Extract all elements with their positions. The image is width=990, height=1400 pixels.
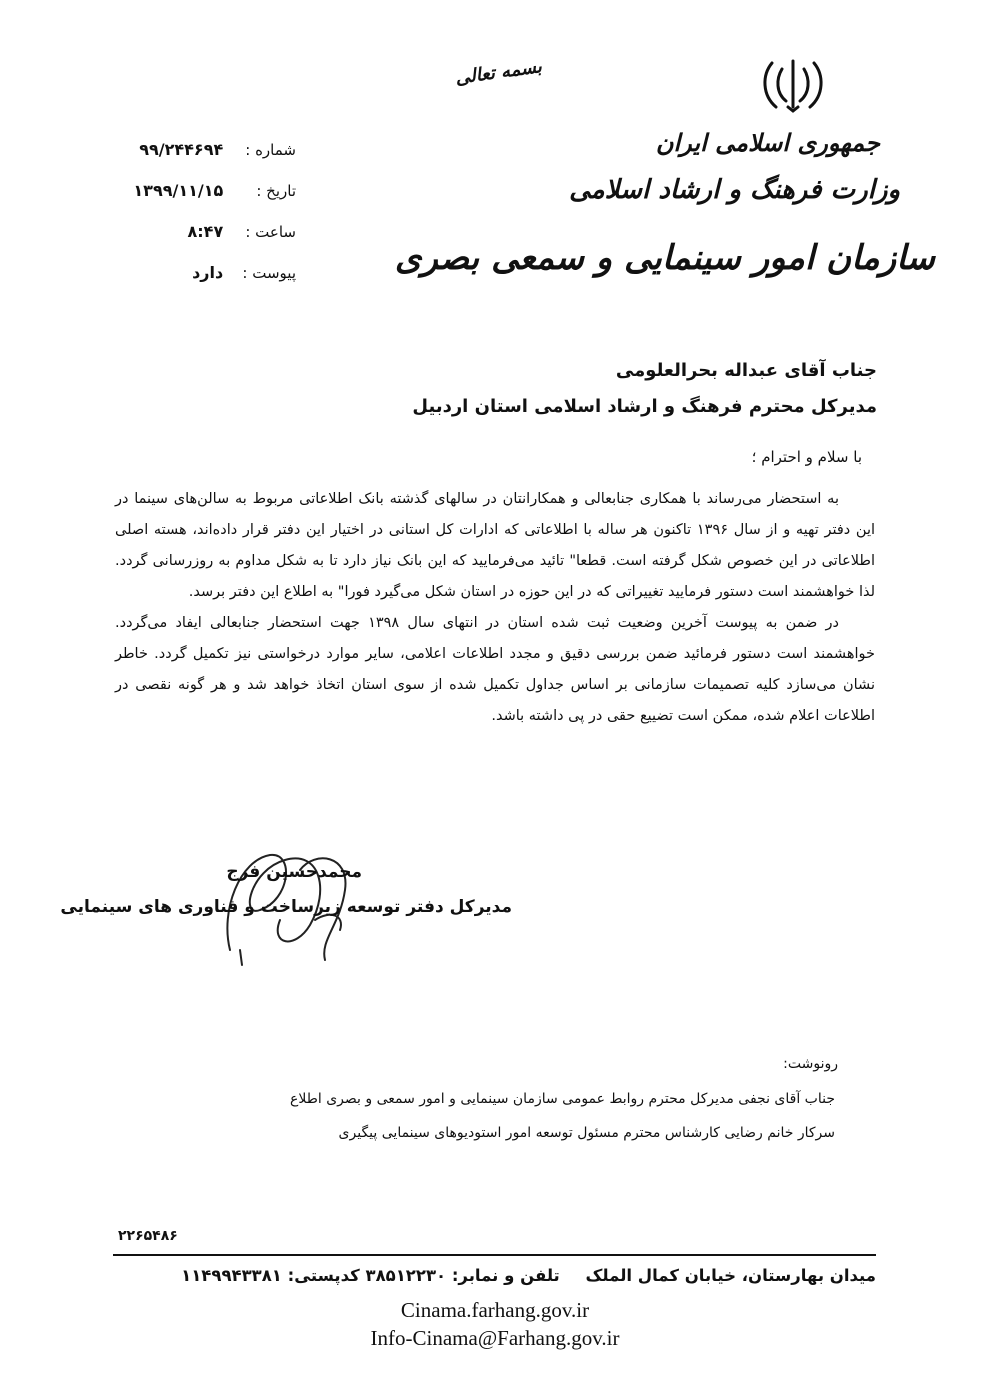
reference-number: ۲۲۶۵۴۸۶: [118, 1228, 178, 1244]
meta-date: [96, 181, 296, 200]
meta-date-value: ۱۳۹۹/۱۱/۱۵: [133, 181, 224, 200]
footer-email: Info-Cinama@Farhang.gov.ir: [370, 1326, 620, 1350]
cc-label: رونوشت:: [783, 1056, 838, 1072]
body-paragraph-1: به استحضار می‌رساند با همکاری جنابعالی و همکارانتان در سالهای گذشته بانک اطلاعاتی مربوط به سالن‌های سینما در این دفتر تهیه و از سال ۱۳۹۶ تاکنون هر ساله با اطلاعاتی که ادارات کل استانی در اختیار این دفتر قرار داده‌اند، هسته اصلی اطلاعاتی در این خصوص شکل گرفته است. قطعا" تائید می‌فرمایید که این بانک نیاز دارد تا به شکل مداوم به روزرسانی گردد. لذا خواهشمند است دستور فرمایید تغییراتی که در این حوزه در استان شکل می‌گیرد فورا" به اطلاع این دفتر برسد.: [115, 491, 876, 600]
iran-emblem-icon: [758, 55, 828, 115]
body-paragraph-2: در ضمن به پیوست آخرین وضعیت ثبت شده استان در انتهای سال ۱۳۹۸ جهت استحضار جنابعالی ایفاد می‌گردد. خواهشمند است دستور فرمائید ضمن بررسی دقیق و مجدد اطلاعات اعلامی، سایر موارد درخواستی نیز تکمیل گردد. خاطر نشان می‌سازد کلیه تصمیمات سازمانی بر اساس جداول تکمیل شده از سوی استان اتخاذ خواهد شد و هر گونه نقصی در اطلاعات اعلام شده، ممکن است تضییع حقی در پی داشته باشد.: [115, 615, 875, 724]
meta-time-label: ساعت :: [245, 223, 296, 241]
signatory-title: مدیرکل دفتر توسعه زیرساخت و فناوری های سینمایی: [60, 897, 512, 917]
meta-number-value: ۹۹/۲۴۴۶۹۴: [139, 140, 224, 159]
meta-attachment-value: دارد: [192, 263, 224, 282]
footer-website: Cinama.farhang.gov.ir: [400, 1298, 590, 1322]
meta-date-label: تاریخ :: [256, 182, 296, 200]
footer-divider: [113, 1254, 876, 1256]
org-line-ministry: وزارت فرهنگ و ارشاد اسلامی: [569, 175, 900, 205]
footer-address: میدان بهارستان، خیابان کمال الملک: [585, 1266, 876, 1285]
meta-attachment-label: پیوست :: [242, 264, 296, 282]
signatory-name: محمدحسین فرج: [226, 862, 362, 882]
org-line-organization: سازمان امور سینمایی و سمعی بصری: [394, 238, 935, 278]
cc-recipient-2: سرکار خانم رضایی کارشناس محترم مسئول توسعه امور استودیوهای سینمایی پیگیری: [338, 1125, 835, 1141]
meta-time: [96, 222, 296, 241]
recipient-name: جناب آقای عبداله بحرالعلومی: [615, 360, 877, 381]
basmala: بسمه تعالی: [453, 56, 544, 89]
org-line-republic: جمهوری اسلامی ایران: [655, 128, 880, 157]
recipient-title: مدیرکل محترم فرهنگ و ارشاد اسلامی استان اردبیل: [412, 396, 877, 417]
meta-attachment: [96, 263, 296, 282]
cc-recipient-1: جناب آقای نجفی مدیرکل محترم روابط عمومی سازمان سینمایی و امور سمعی و بصری اطلاع: [290, 1091, 835, 1107]
meta-number-label: شماره :: [245, 141, 296, 159]
footer-address-line: [118, 1266, 876, 1285]
greeting: با سلام و احترام ؛: [751, 448, 862, 466]
footer-phone-postal: تلفن و نمابر: ۳۸۵۱۲۲۳۰ کدپستی: ۱۱۴۹۹۴۳۳۸۱: [181, 1266, 560, 1285]
meta-time-value: ۸:۴۷: [187, 222, 224, 241]
letter-body: [115, 484, 875, 732]
meta-number: [96, 140, 296, 159]
